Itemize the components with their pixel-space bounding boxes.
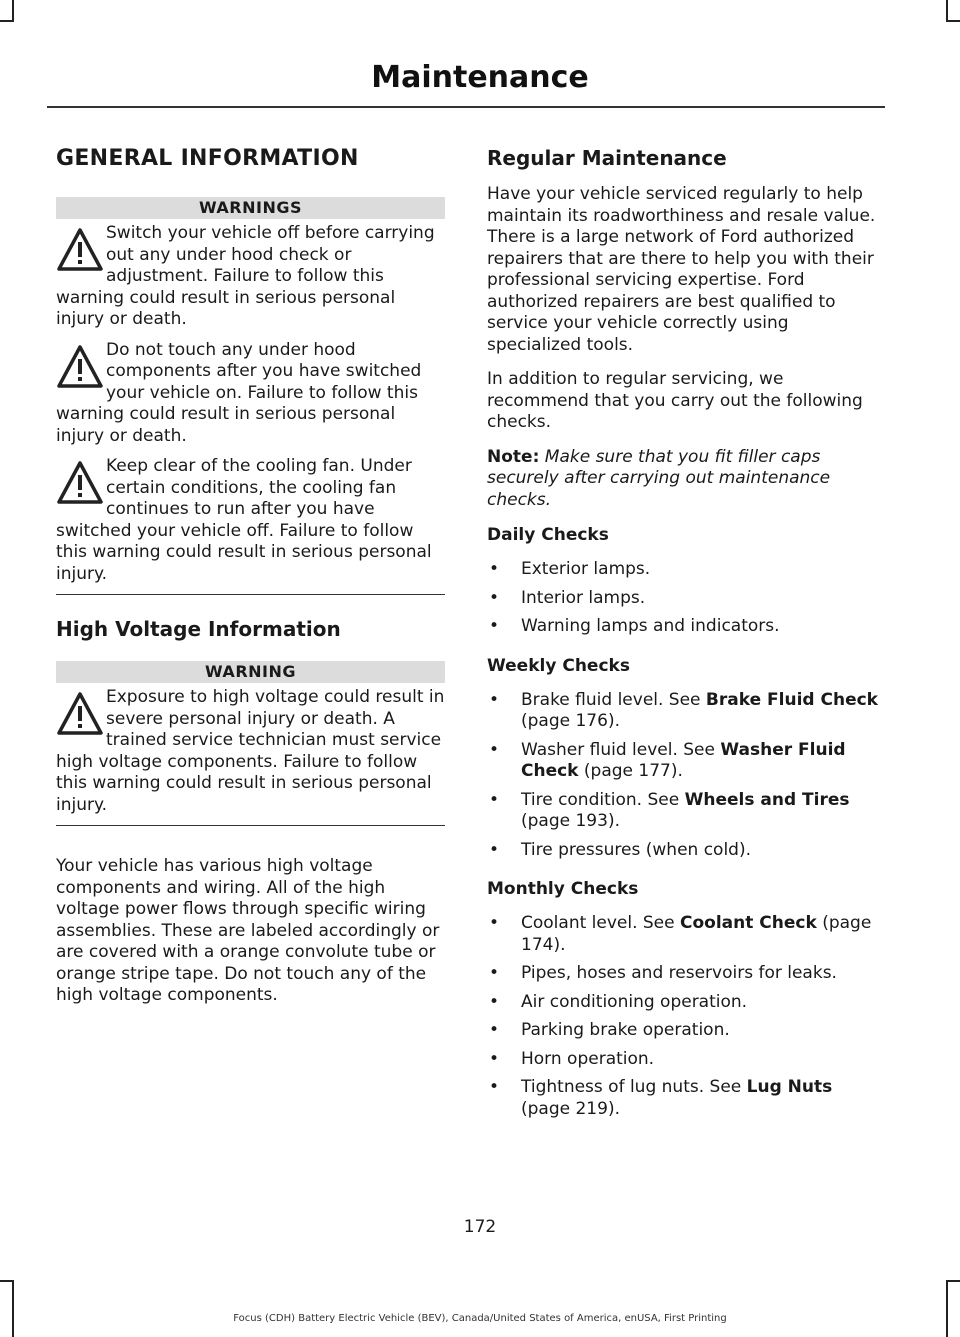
cross-reference-link[interactable]: Wheels and Tires [684, 789, 850, 810]
crop-mark [946, 1280, 948, 1337]
warning-triangle-icon [56, 227, 104, 273]
page-reference: (page 193). [521, 811, 620, 831]
daily-checks-title: Daily Checks [487, 525, 609, 545]
list-item [487, 690, 882, 733]
item-text: Tightness of lug nuts. See [521, 1077, 747, 1097]
warning-text: Keep clear of the cooling fan. Under certain conditions, the cooling fan continues to run after you have switched your vehicle off. Failure to follow this warning could result in serious personal injury. [56, 456, 432, 584]
bullet: • [489, 689, 500, 710]
checks-paragraph: In addition to regular servicing, we recommend that you carry out the following checks. [487, 369, 863, 432]
page-reference: (page 219). [521, 1098, 620, 1119]
list-item [487, 740, 882, 783]
item-text: Air conditioning operation. [521, 991, 748, 1012]
list-item [487, 840, 882, 862]
list-item [487, 913, 882, 956]
item-text: Tire condition. See [521, 789, 685, 810]
hv-warning-header: WARNING [56, 661, 445, 683]
item-text: Pipes, hoses and reservoirs for leaks. [521, 963, 837, 983]
crop-mark [946, 1280, 960, 1282]
list-item [487, 790, 882, 833]
section-title: GENERAL INFORMATION [56, 146, 359, 171]
cross-reference-link[interactable]: Washer Fluid Check [521, 739, 846, 781]
item-text: Brake fluid level. See [521, 689, 706, 710]
header-divider [47, 106, 885, 108]
bullet: • [489, 839, 500, 860]
bullet: • [489, 1048, 500, 1069]
crop-mark [0, 1280, 14, 1282]
warning-text: Exposure to high voltage could result in severe personal injury or death. A trained service technician must service high voltage components. Failure to follow this warning could result in serious personal injury. [56, 687, 445, 815]
bullet: • [489, 913, 500, 933]
bullet: • [489, 616, 500, 636]
bullet: • [489, 991, 500, 1012]
monthly-checks-list [487, 913, 882, 1120]
warning-item [56, 340, 445, 448]
page-reference: (page 174). [521, 913, 872, 955]
page-reference: (page 177). [578, 761, 683, 781]
cross-reference-link[interactable]: Coolant Check [680, 913, 817, 933]
list-item [487, 1049, 882, 1071]
regular-maintenance-title: Regular Maintenance [487, 146, 727, 170]
bullet: • [489, 789, 500, 810]
warning-triangle-icon [56, 460, 104, 506]
warning-item [56, 223, 445, 331]
footer-text: Focus (CDH) Battery Electric Vehicle (BEV), Canada/United States of America, enUSA, First Printing [233, 1313, 727, 1324]
bullet: • [489, 587, 500, 608]
page-number: 172 [463, 1217, 497, 1237]
crop-mark [0, 20, 14, 22]
warning-text: Switch your vehicle off before carrying out any under hood check or adjustment. Failure to follow this warning could result in serious personal injury or death. [56, 223, 435, 329]
item-text: Interior lamps. [521, 587, 646, 608]
crop-mark [946, 0, 948, 20]
hv-title: High Voltage Information [56, 617, 341, 641]
list-item [487, 1077, 882, 1120]
note-text: Make sure that you fit filler caps securely after carrying out maintenance checks. [487, 446, 831, 510]
crop-mark [12, 0, 14, 20]
warning-triangle-icon [56, 344, 104, 390]
item-text: Coolant level. See [521, 913, 681, 933]
warning-text: Do not touch any under hood components after you have switched your vehicle on. Failure to follow this warning could result in serious personal injury or death. [56, 339, 422, 446]
cross-reference-link[interactable]: Brake Fluid Check [705, 689, 878, 710]
list-item [487, 616, 882, 638]
list-item [487, 992, 882, 1014]
weekly-checks-list [487, 690, 882, 862]
item-text: Horn operation. [521, 1048, 655, 1069]
crop-mark [946, 20, 960, 22]
item-text: Washer fluid level. See [521, 739, 721, 760]
divider [56, 594, 445, 595]
cross-reference-link[interactable]: Lug Nuts [746, 1077, 833, 1097]
list-item [487, 963, 882, 985]
item-text: Tire pressures (when cold). [521, 839, 751, 860]
daily-checks-list [487, 559, 882, 638]
left-column [56, 140, 445, 1020]
bullet: • [489, 739, 500, 760]
page-reference: (page 176). [521, 711, 620, 731]
note-label: Note: [487, 446, 540, 467]
bullet: • [489, 1077, 500, 1097]
bullet: • [489, 559, 500, 579]
bullet: • [489, 963, 500, 983]
hv-warning [56, 687, 445, 816]
right-column [487, 140, 882, 1138]
monthly-checks-title: Monthly Checks [487, 879, 639, 899]
warning-triangle-icon [56, 691, 104, 737]
warnings-header: WARNINGS [56, 197, 445, 219]
intro-paragraph: Have your vehicle serviced regularly to help maintain its roadworthiness and resale value. There is a large network of Ford authorized repairers that are there to help you with their professional servicing expertise. Ford authorized repairers are best qualified to service your vehicle correctly using specialized tools. [487, 184, 876, 355]
list-item [487, 588, 882, 610]
divider [56, 825, 445, 826]
list-item [487, 1020, 882, 1042]
warning-item [56, 456, 445, 585]
item-text: Warning lamps and indicators. [521, 616, 780, 636]
bullet: • [489, 1020, 500, 1040]
hv-paragraph: Your vehicle has various high voltage components and wiring. All of the high voltage power flows through specific wiring assemblies. These are labeled accordingly or are covered with a orange convolute tube or orange stripe tape. Do not touch any of the high voltage components. [56, 856, 440, 1005]
crop-mark [12, 1280, 14, 1337]
item-text: Exterior lamps. [521, 559, 651, 579]
warnings-list [56, 223, 445, 585]
page-title: Maintenance [371, 60, 589, 95]
item-text: Parking brake operation. [521, 1020, 730, 1040]
list-item [487, 559, 882, 581]
weekly-checks-title: Weekly Checks [487, 655, 630, 676]
note [487, 447, 882, 512]
